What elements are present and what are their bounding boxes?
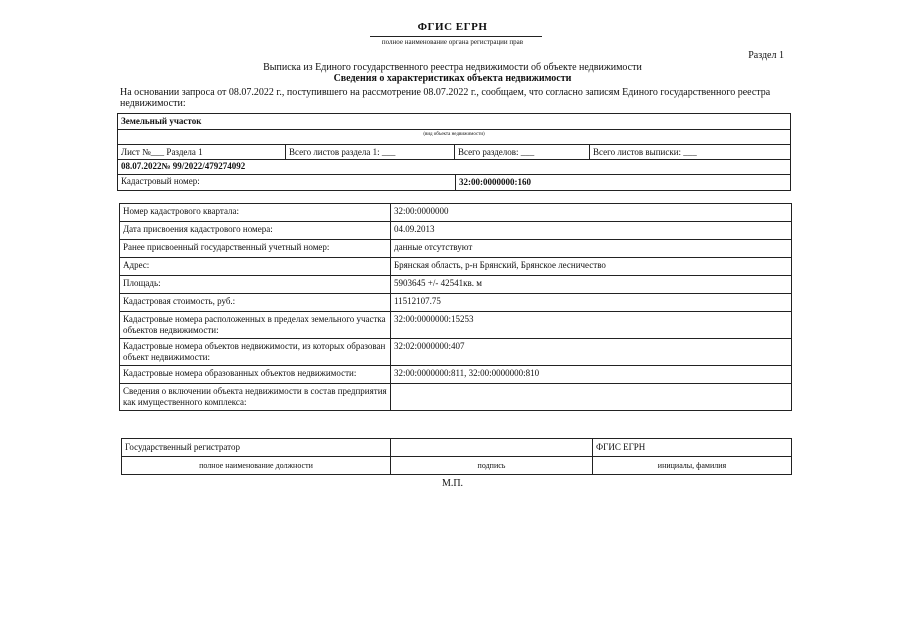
row-label: Кадастровые номера образованных объектов недвижимости: [120,366,391,384]
sheet-number: Лист №___ Раздела 1 [118,145,286,159]
org-underline [370,36,542,37]
cadastral-number-value: 32:00:0000000:160 [455,175,790,190]
cadastral-number-label: Кадастровый номер: [121,176,200,186]
signature-caption-row [122,457,792,475]
document-title: Выписка из Единого государственного реестра недвижимости об объекте недвижимости [263,62,642,73]
row-label: Дата присвоения кадастрового номера: [120,222,391,240]
total-sheets: Всего листов выписки: ___ [593,147,697,157]
signature-row [122,439,792,457]
row-label: Кадастровая стоимость, руб.: [120,294,391,312]
org-name: ФГИС ЕГРН [417,21,488,33]
table-row [120,222,792,240]
name-caption: инициалы, фамилия [593,457,792,475]
registrar-name: ФГИС ЕГРН [593,439,792,457]
characteristics-table [119,203,792,411]
signature-field [391,439,593,457]
row-label: Адрес: [120,258,391,276]
table-row [120,384,792,411]
row-value: 04.09.2013 [391,222,792,240]
row-value: 32:00:0000000 [391,204,792,222]
table-row [120,276,792,294]
signature-table [121,438,792,475]
org-caption: полное наименование органа регистрации прав [381,38,524,46]
table-row [120,294,792,312]
table-row [120,312,792,339]
intro-paragraph: На основании запроса от 08.07.2022 г., поступившего на рассмотрение 08.07.2022 г., сообщаем, что согласно записям Единого государственного реестра недвижимости: [120,87,771,109]
row-value: данные отсутствуют [391,240,792,258]
row-value [391,384,792,411]
row-value: 11512107.75 [391,294,792,312]
object-header-block [117,113,791,191]
sheets-in-section: Всего листов раздела 1: ___ [286,145,455,159]
row-label: Ранее присвоенный государственный учетный номер: [120,240,391,258]
table-row [120,258,792,276]
row-label: Сведения о включении объекта недвижимости в состав предприятия как имущественного комплекса: [120,384,391,411]
signature-caption: подпись [391,457,593,475]
divider [118,159,790,160]
extract-stamp: 08.07.2022№ 99/2022/479274092 [121,161,246,171]
row-value: Брянская область, р-н Брянский, Брянское лесничество [391,258,792,276]
row-value: 32:00:0000000:811, 32:00:0000000:810 [391,366,792,384]
table-row [120,204,792,222]
document-subtitle: Сведения о характеристиках объекта недвижимости [333,73,572,84]
object-type-caption: (вид объекта недвижимости) [423,132,485,137]
divider [118,129,790,130]
total-sections: Всего разделов: ___ [455,145,590,159]
table-row [120,366,792,384]
row-label: Площадь: [120,276,391,294]
row-value: 32:02:0000000:407 [391,339,792,366]
position-caption: полное наименование должности [122,457,391,475]
row-label: Кадастровые номера объектов недвижимости, из которых образован объект недвижимости: [120,339,391,366]
registrar-position: Государственный регистратор [122,439,391,457]
row-value: 5903645 +/- 42541кв. м [391,276,792,294]
row-label: Кадастровые номера расположенных в пределах земельного участка объектов недвижимости: [120,312,391,339]
section-label: Раздел 1 [748,50,784,61]
object-type: Земельный участок [121,116,202,126]
table-row [120,240,792,258]
table-row [120,339,792,366]
row-value: 32:00:0000000:15253 [391,312,792,339]
row-label: Номер кадастрового квартала: [120,204,391,222]
seal-label: М.П. [441,478,464,489]
